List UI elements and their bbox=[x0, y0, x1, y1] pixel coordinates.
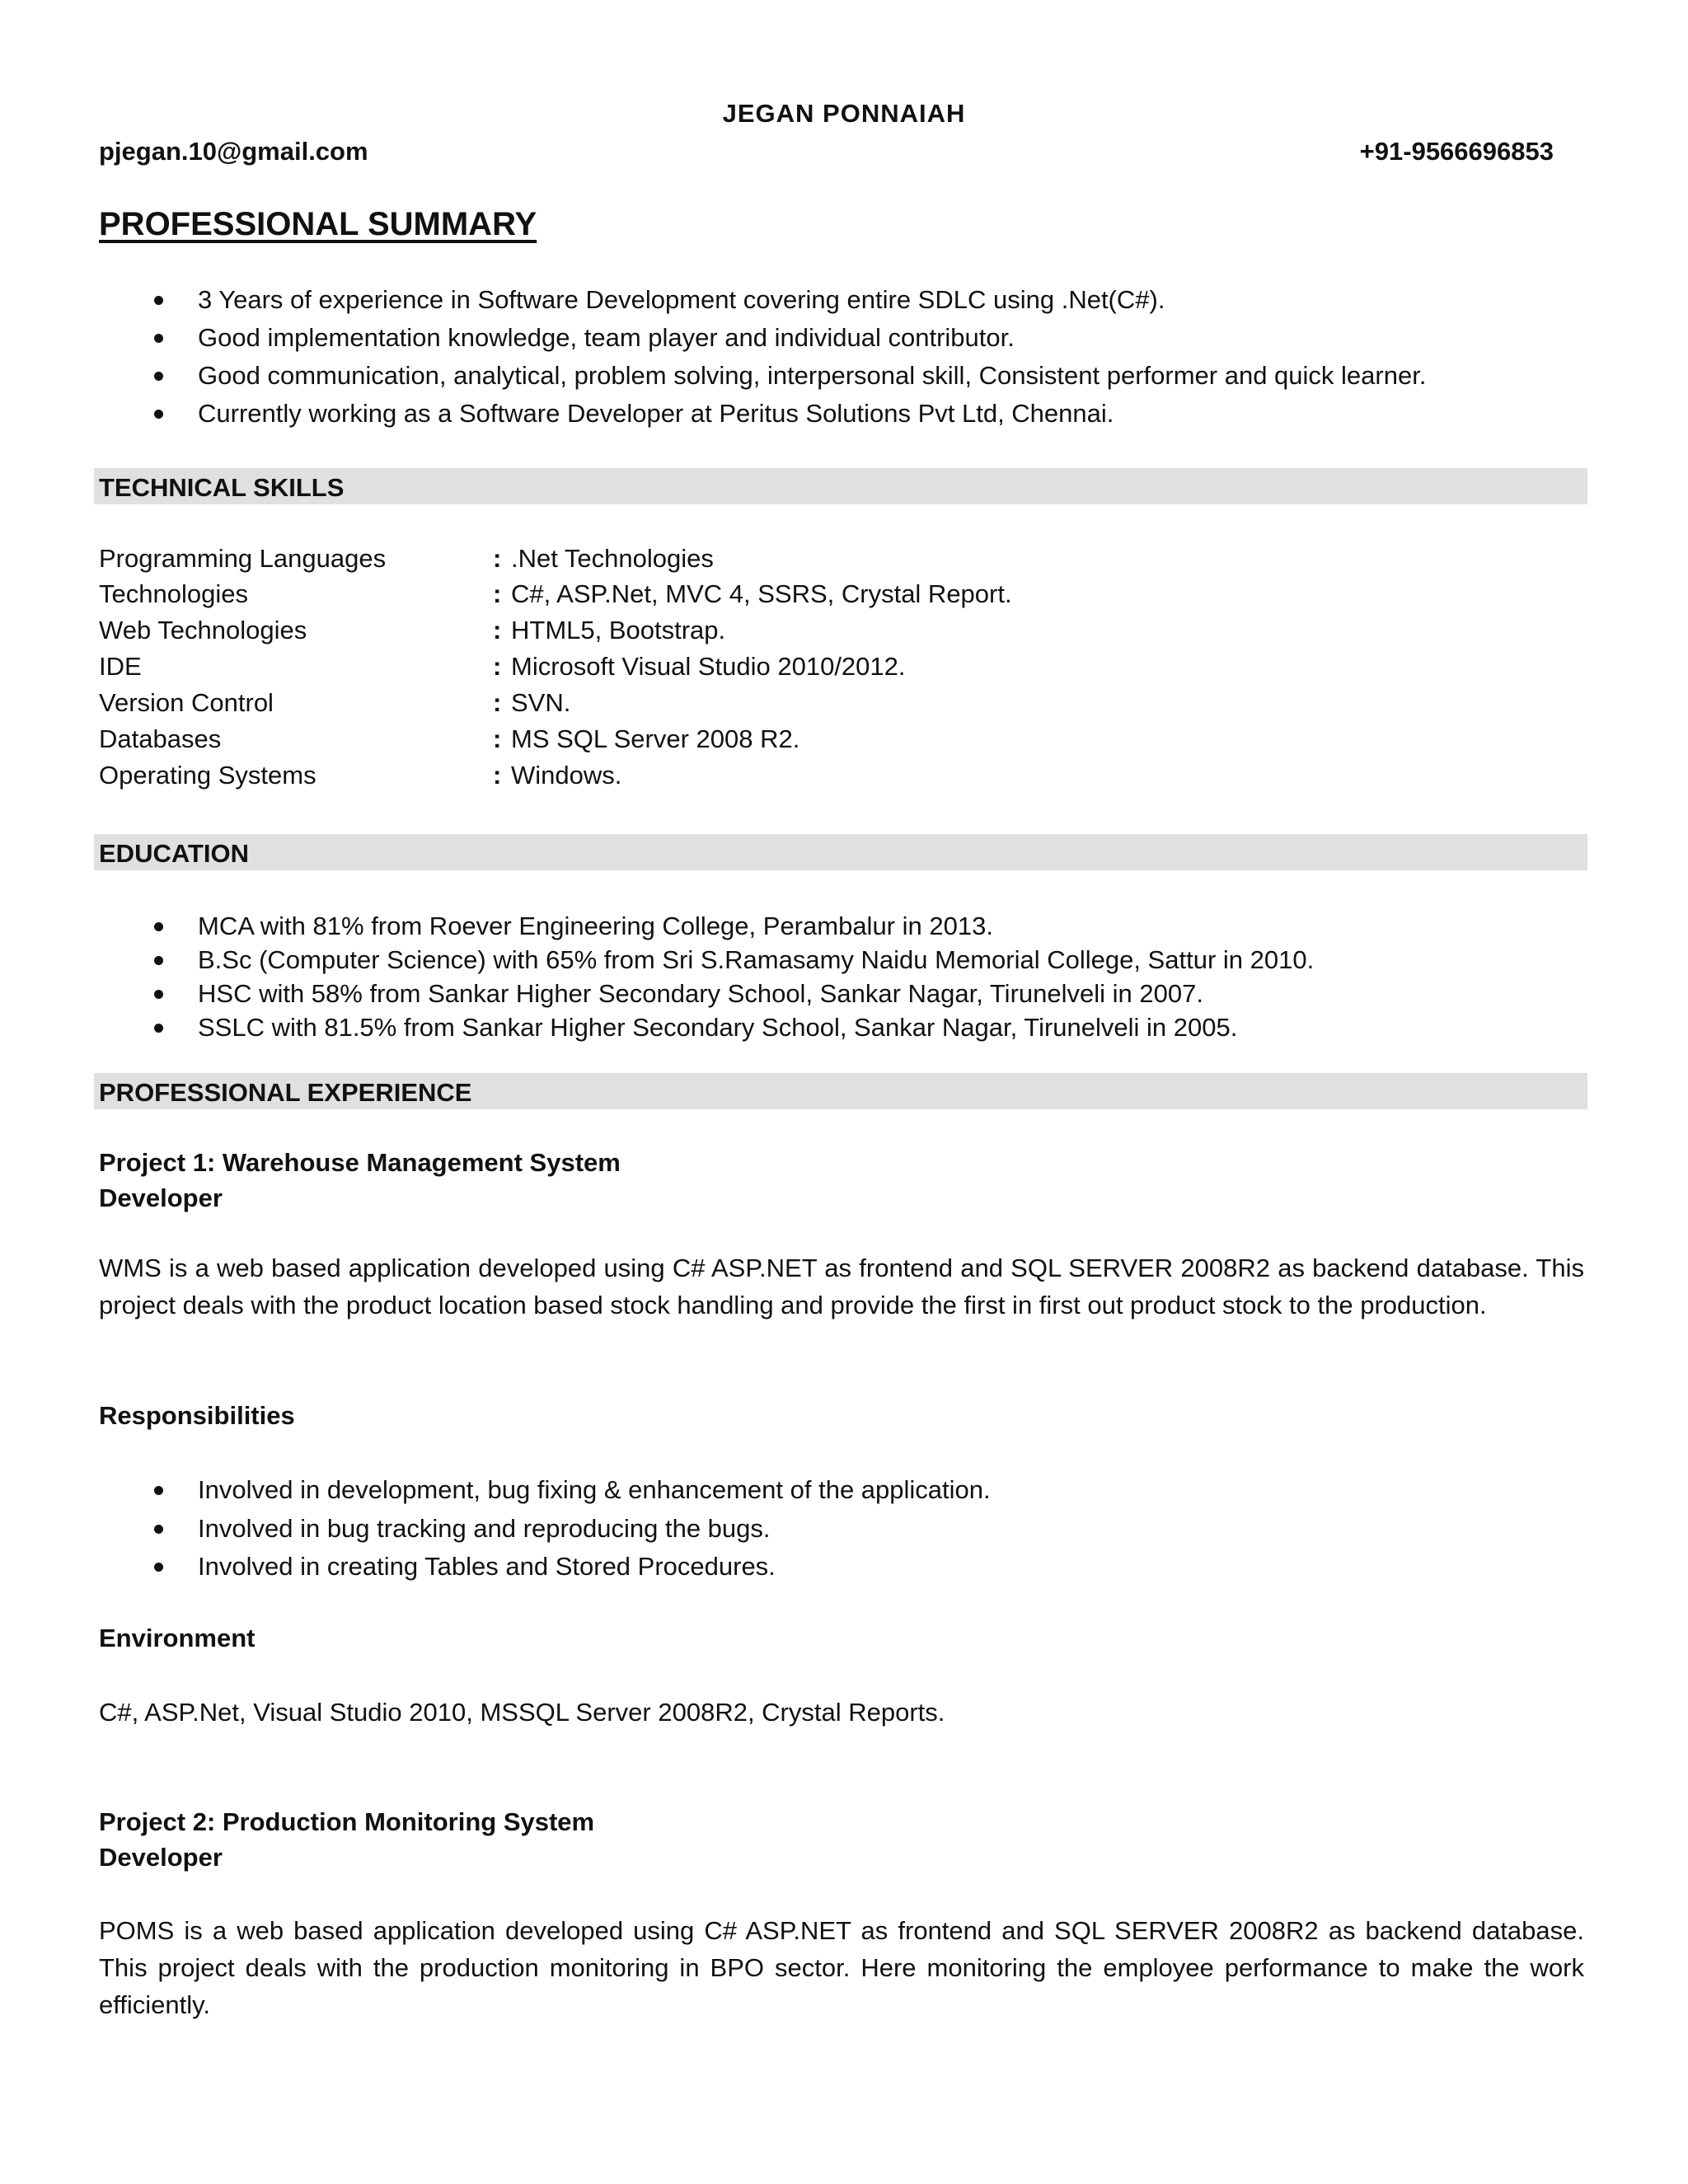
skill-label: Operating Systems bbox=[99, 761, 316, 790]
skill-value: Microsoft Visual Studio 2010/2012. bbox=[511, 652, 906, 681]
skill-value: C#, ASP.Net, MVC 4, SSRS, Crystal Report. bbox=[511, 579, 1012, 608]
bullet-icon bbox=[154, 990, 163, 999]
section-title: EDUCATION bbox=[99, 839, 249, 868]
responsibility-text: Involved in bug tracking and reproducing the bugs. bbox=[198, 1514, 771, 1543]
bullet-icon bbox=[154, 956, 163, 965]
skill-label: IDE bbox=[99, 652, 142, 681]
section-header-professional-experience bbox=[94, 1073, 1587, 1109]
skill-label: Version Control bbox=[99, 688, 274, 717]
skill-colon: : bbox=[493, 688, 502, 717]
project2-role: Developer bbox=[99, 1843, 223, 1872]
skill-value: .Net Technologies bbox=[511, 544, 714, 573]
bullet-icon bbox=[154, 296, 163, 305]
section-title: PROFESSIONAL EXPERIENCE bbox=[99, 1078, 472, 1107]
phone-number: +91-9566696853 bbox=[1359, 137, 1554, 166]
skill-value: HTML5, Bootstrap. bbox=[511, 616, 726, 644]
project2-title: Project 2: Production Monitoring System bbox=[99, 1807, 595, 1836]
responsibility-text: Involved in creating Tables and Stored Procedures. bbox=[198, 1552, 776, 1581]
project1-environment-heading: Environment bbox=[99, 1624, 256, 1652]
bullet-icon bbox=[154, 334, 163, 343]
skill-value: MS SQL Server 2008 R2. bbox=[511, 724, 800, 753]
bullet-icon bbox=[154, 922, 163, 931]
skill-row bbox=[0, 761, 1688, 794]
education-item-text: HSC with 58% from Sankar Higher Secondary School, Sankar Nagar, Tirunelveli in 2007. bbox=[198, 979, 1203, 1008]
summary-heading: PROFESSIONAL SUMMARY bbox=[99, 206, 537, 242]
skill-colon: : bbox=[493, 616, 502, 644]
education-item-text: MCA with 81% from Roever Engineering College, Perambalur in 2013. bbox=[198, 912, 993, 940]
skill-row bbox=[0, 544, 1688, 577]
project1-description: WMS is a web based application developed using C# ASP.NET as frontend and SQL SERVER 2008R2 as backend database. This project deals with the product location based stock handling and provide the first in first out product stock to the production. bbox=[99, 1254, 1584, 1319]
project1-responsibilities-heading: Responsibilities bbox=[99, 1401, 295, 1430]
skill-label: Technologies bbox=[99, 579, 248, 608]
education-item-text: SSLC with 81.5% from Sankar Higher Secondary School, Sankar Nagar, Tirunelveli in 2005. bbox=[198, 1013, 1238, 1042]
skill-colon: : bbox=[493, 724, 502, 753]
bullet-icon bbox=[154, 410, 163, 419]
summary-item-text: 3 Years of experience in Software Development covering entire SDLC using .Net(C#). bbox=[198, 285, 1165, 314]
project1-title: Project 1: Warehouse Management System bbox=[99, 1148, 621, 1177]
bullet-icon bbox=[154, 1024, 163, 1033]
skill-row bbox=[0, 579, 1688, 612]
skill-row bbox=[0, 652, 1688, 685]
bullet-icon bbox=[154, 1486, 163, 1495]
email-address: pjegan.10@gmail.com bbox=[99, 137, 368, 166]
responsibility-text: Involved in development, bug fixing & enhancement of the application. bbox=[198, 1475, 991, 1504]
skill-row bbox=[0, 688, 1688, 721]
skill-colon: : bbox=[493, 761, 502, 790]
project2-description: POMS is a web based application developed using C# ASP.NET as frontend and SQL SERVER 2008R2 as backend database. This project deals with the production monitoring in BPO sector. Here monitoring the employee performance to make the work efficiently. bbox=[99, 1916, 1584, 2019]
project1-role: Developer bbox=[99, 1183, 223, 1212]
summary-item-text: Good implementation knowledge, team player and individual contributor. bbox=[198, 323, 1015, 352]
skill-value: SVN. bbox=[511, 688, 571, 717]
skill-label: Databases bbox=[99, 724, 222, 753]
skill-colon: : bbox=[493, 652, 502, 681]
candidate-name: JEGAN PONNAIAH bbox=[722, 99, 966, 128]
skill-colon: : bbox=[493, 579, 502, 608]
skill-label: Programming Languages bbox=[99, 544, 387, 573]
skill-value: Windows. bbox=[511, 761, 622, 790]
education-item-text: B.Sc (Computer Science) with 65% from Sri S.Ramasamy Naidu Memorial College, Sattur in 2010. bbox=[198, 945, 1315, 974]
skill-colon: : bbox=[493, 544, 502, 573]
section-title: TECHNICAL SKILLS bbox=[99, 473, 345, 502]
bullet-icon bbox=[154, 1525, 163, 1534]
section-header-education bbox=[94, 834, 1587, 870]
section-header-technical-skills bbox=[94, 468, 1587, 504]
skill-row bbox=[0, 616, 1688, 649]
skill-row bbox=[0, 724, 1688, 757]
skill-label: Web Technologies bbox=[99, 616, 307, 644]
bullet-icon bbox=[154, 1563, 163, 1572]
bullet-icon bbox=[154, 372, 163, 381]
summary-item-text: Good communication, analytical, problem solving, interpersonal skill, Consistent performer and quick learner. bbox=[198, 361, 1427, 390]
project1-environment: C#, ASP.Net, Visual Studio 2010, MSSQL Server 2008R2, Crystal Reports. bbox=[99, 1698, 945, 1727]
summary-item-text: Currently working as a Software Developer at Peritus Solutions Pvt Ltd, Chennai. bbox=[198, 399, 1114, 428]
